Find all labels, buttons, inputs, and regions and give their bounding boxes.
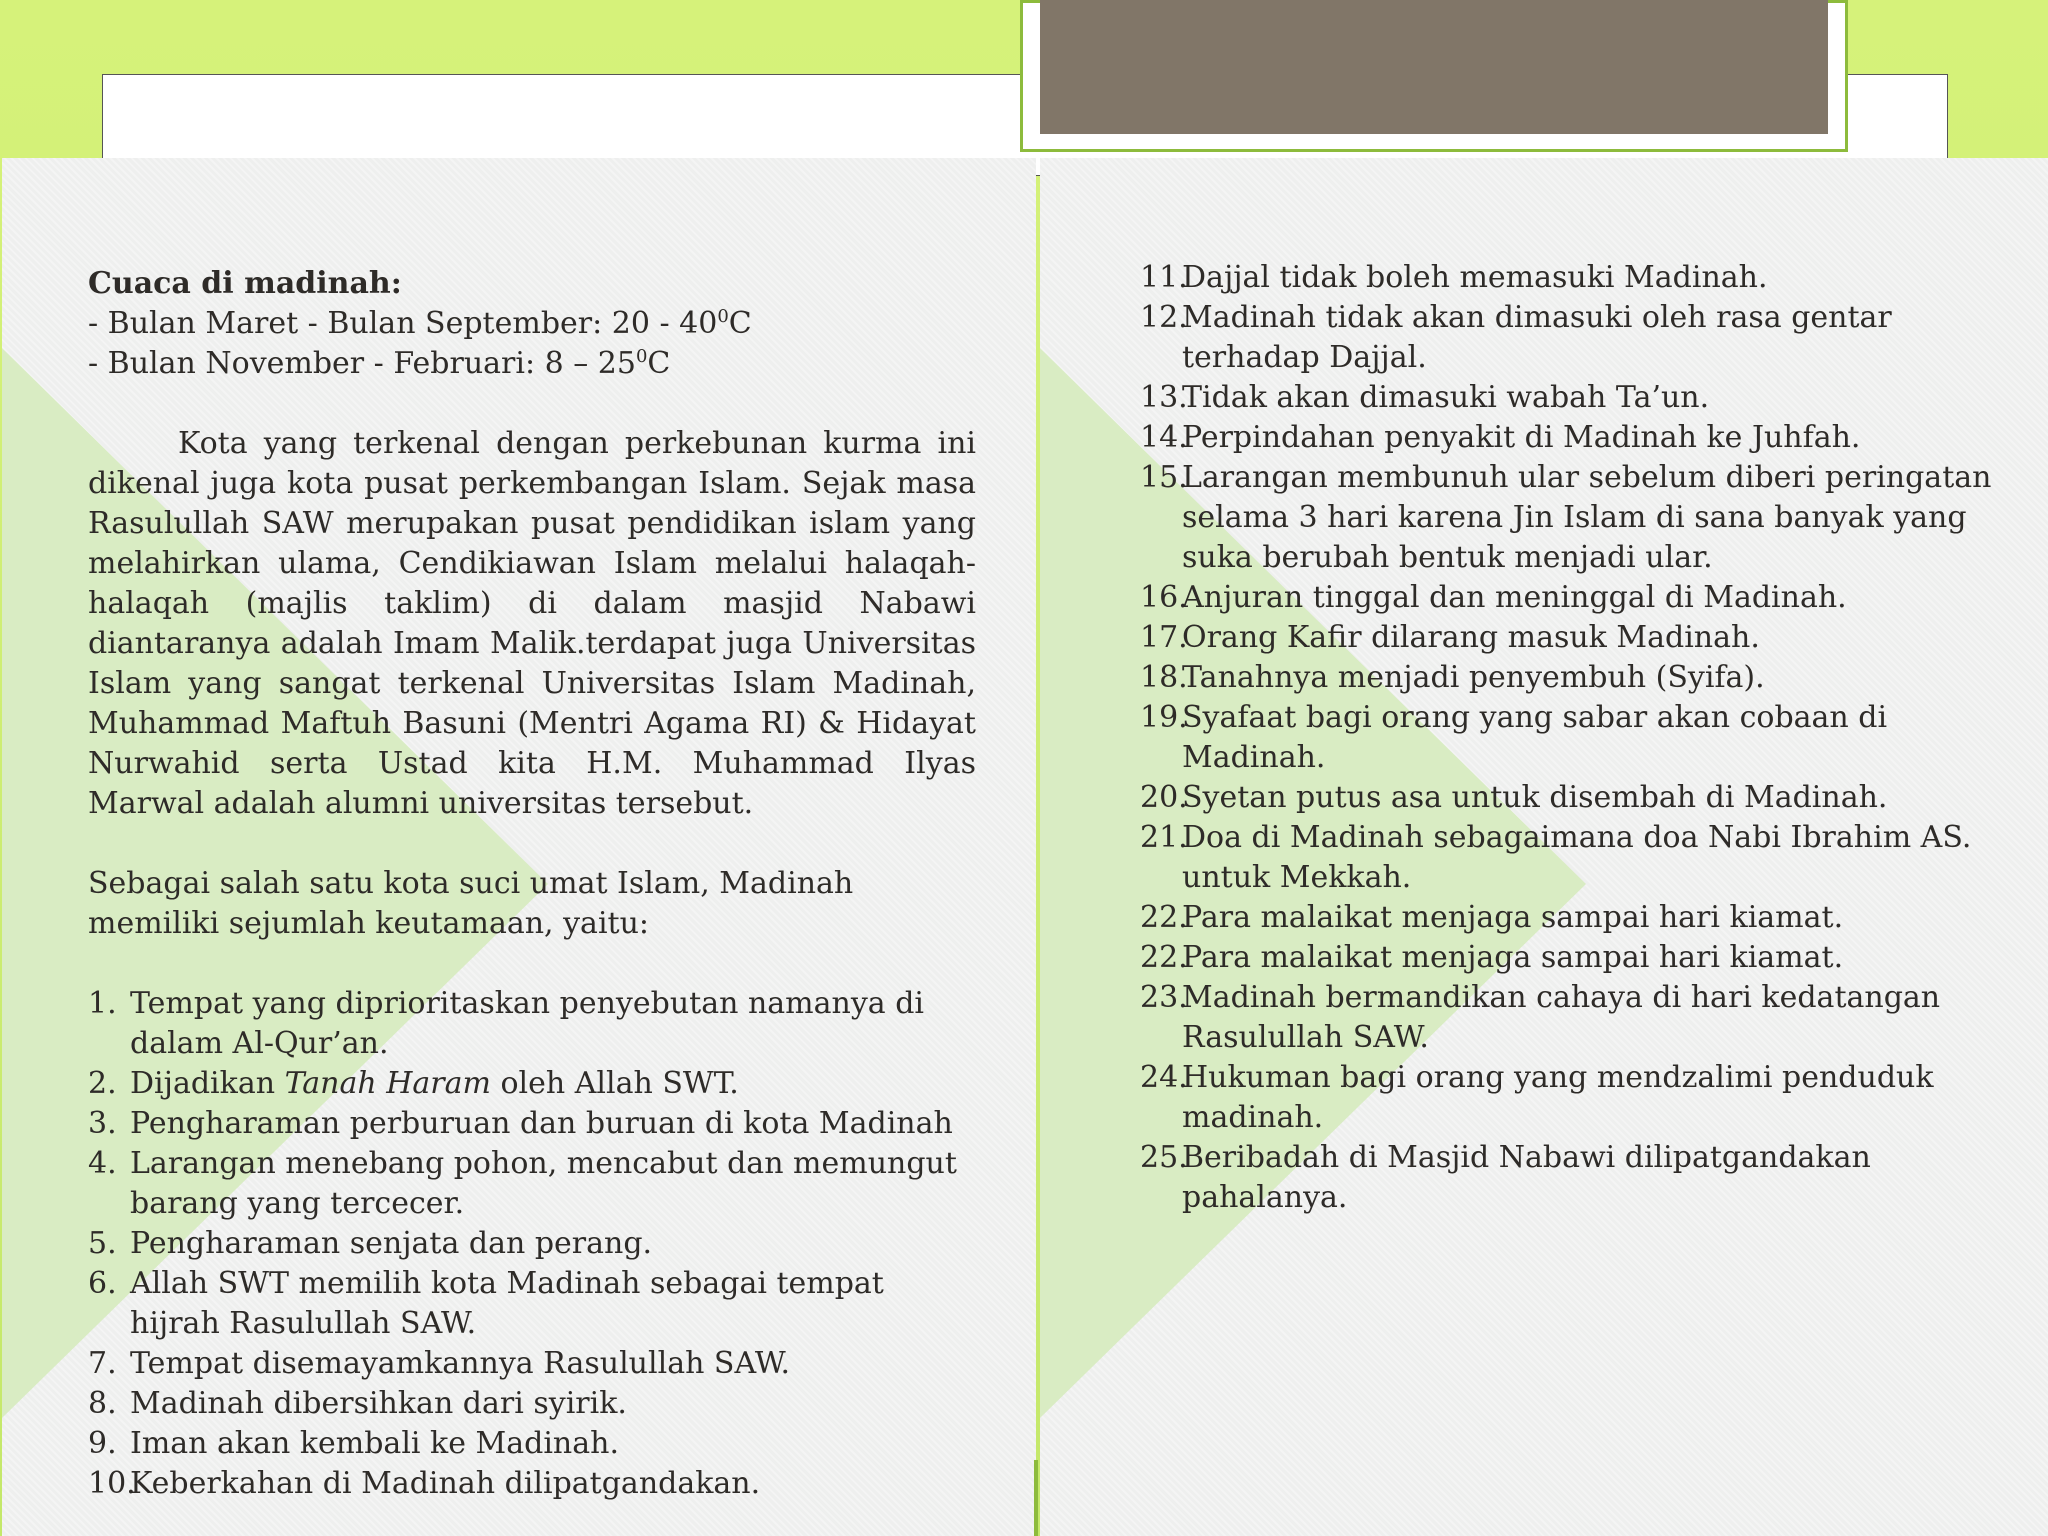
list-item: 13. Tidak akan dimasuki wabah Ta’un. (1140, 380, 1710, 415)
list-item: 4. Larangan menebang pohon, mencabut dan memungut barang yang tercecer. (88, 1146, 957, 1221)
list-item: 10. Keberkahan di Madinah dilipatgandakan. (88, 1466, 761, 1501)
list-item: 25. Beribadah di Masjid Nabawi dilipatgandakan pahalanya. (1140, 1140, 1871, 1215)
list-item: 1. Tempat yang diprioritaskan penyebutan namanya di dalam Al-Qur’an. (88, 986, 924, 1061)
list-item: 6. Allah SWT memilih kota Madinah sebagai tempat hijrah Rasulullah SAW. (88, 1266, 884, 1341)
weather-line-1: - Bulan Maret - Bulan September: $20 - 40^0C$ (88, 306, 752, 341)
list-item: 24. Hukuman bagi orang yang mendzalimi penduduk madinah. (1140, 1060, 1934, 1135)
list-item: 19. Syafaat bagi orang yang sabar akan cobaan di Madinah. (1140, 700, 1888, 775)
list-item: 3. Pengharaman perburuan dan buruan di kota Madinah (88, 1106, 953, 1141)
weather-line-2: - Bulan November - Februari: $8 - 25^0C$ (88, 346, 671, 381)
list-item: 22. Para malaikat menjaga sampai hari kiamat. (1140, 900, 1844, 935)
list-item: 21. Doa di Madinah sebagaimana doa Nabi Ibrahim AS. untuk Mekkah. (1140, 820, 1972, 895)
left-page (2, 158, 1036, 1536)
page-divider-accent (1034, 1460, 1038, 1536)
header-title-block-fill (1040, 0, 1828, 134)
right-page-text (1140, 258, 2000, 1218)
list-item: 22. Para malaikat menjaga sampai hari kiamat. (1140, 940, 1844, 975)
list-item: 2. Dijadikan Tanah Haram oleh Allah SWT. (88, 1066, 739, 1101)
list-item: 20. Syetan putus asa untuk disembah di Madinah. (1140, 780, 1888, 815)
list-item: 16. Anjuran tinggal dan meninggal di Madinah. (1140, 580, 1847, 615)
list-item: 17. Orang Kafir dilarang masuk Madinah. (1140, 620, 1760, 655)
list-item: 23. Madinah bermandikan cahaya di hari kedatangan Rasulullah SAW. (1140, 980, 1941, 1055)
list-item: 18. Tanahnya menjadi penyembuh (Syifa). (1140, 660, 1765, 695)
list-item: 11. Dajjal tidak boleh memasuki Madinah. (1140, 260, 1768, 295)
list-item: 9. Iman akan kembali ke Madinah. (88, 1426, 619, 1461)
weather-heading: Cuaca di madinah: (88, 266, 402, 301)
right-page (1040, 158, 2048, 1536)
virtues-list-left (88, 984, 976, 1504)
list-item: 8. Madinah dibersihkan dari syirik. (88, 1386, 627, 1421)
history-paragraph: Kota yang terkenal dengan perkebunan kurma ini dikenal juga kota pusat perkembangan Islam. Sejak masa Rasulullah SAW merupakan pusat pendidikan islam yang melahirkan ulama, Cendikiawan Islam melalui halaqah-halaqah (majlis taklim) di dalam masjid Nabawi diantaranya adalah Imam Malik.terdapat juga Universitas Islam yang sangat terkenal Universitas Islam Madinah, Muhammad Maftuh Basuni (Mentri Agama RI) & Hidayat Nurwahid serta Ustad kita H.M. Muhammad Ilyas Marwal adalah alumni universitas tersebut. (88, 426, 976, 821)
virtues-intro: Sebagai salah satu kota suci umat Islam, Madinah memiliki sejumlah keutamaan, yaitu: (88, 866, 854, 941)
list-item: 7. Tempat disemayamkannya Rasulullah SAW. (88, 1346, 791, 1381)
list-item: 12. Madinah tidak akan dimasuki oleh rasa gentar terhadap Dajjal. (1140, 300, 1892, 375)
virtues-list-right (1140, 258, 2000, 1218)
left-page-text (88, 264, 976, 1504)
list-item: 15. Larangan membunuh ular sebelum diberi peringatan selama 3 hari karena Jin Islam di sana banyak yang suka berubah bentuk menjadi ular. (1140, 460, 1992, 575)
list-item: 14. Perpindahan penyakit di Madinah ke Juhfah. (1140, 420, 1861, 455)
list-item: 5. Pengharaman senjata dan perang. (88, 1226, 653, 1261)
